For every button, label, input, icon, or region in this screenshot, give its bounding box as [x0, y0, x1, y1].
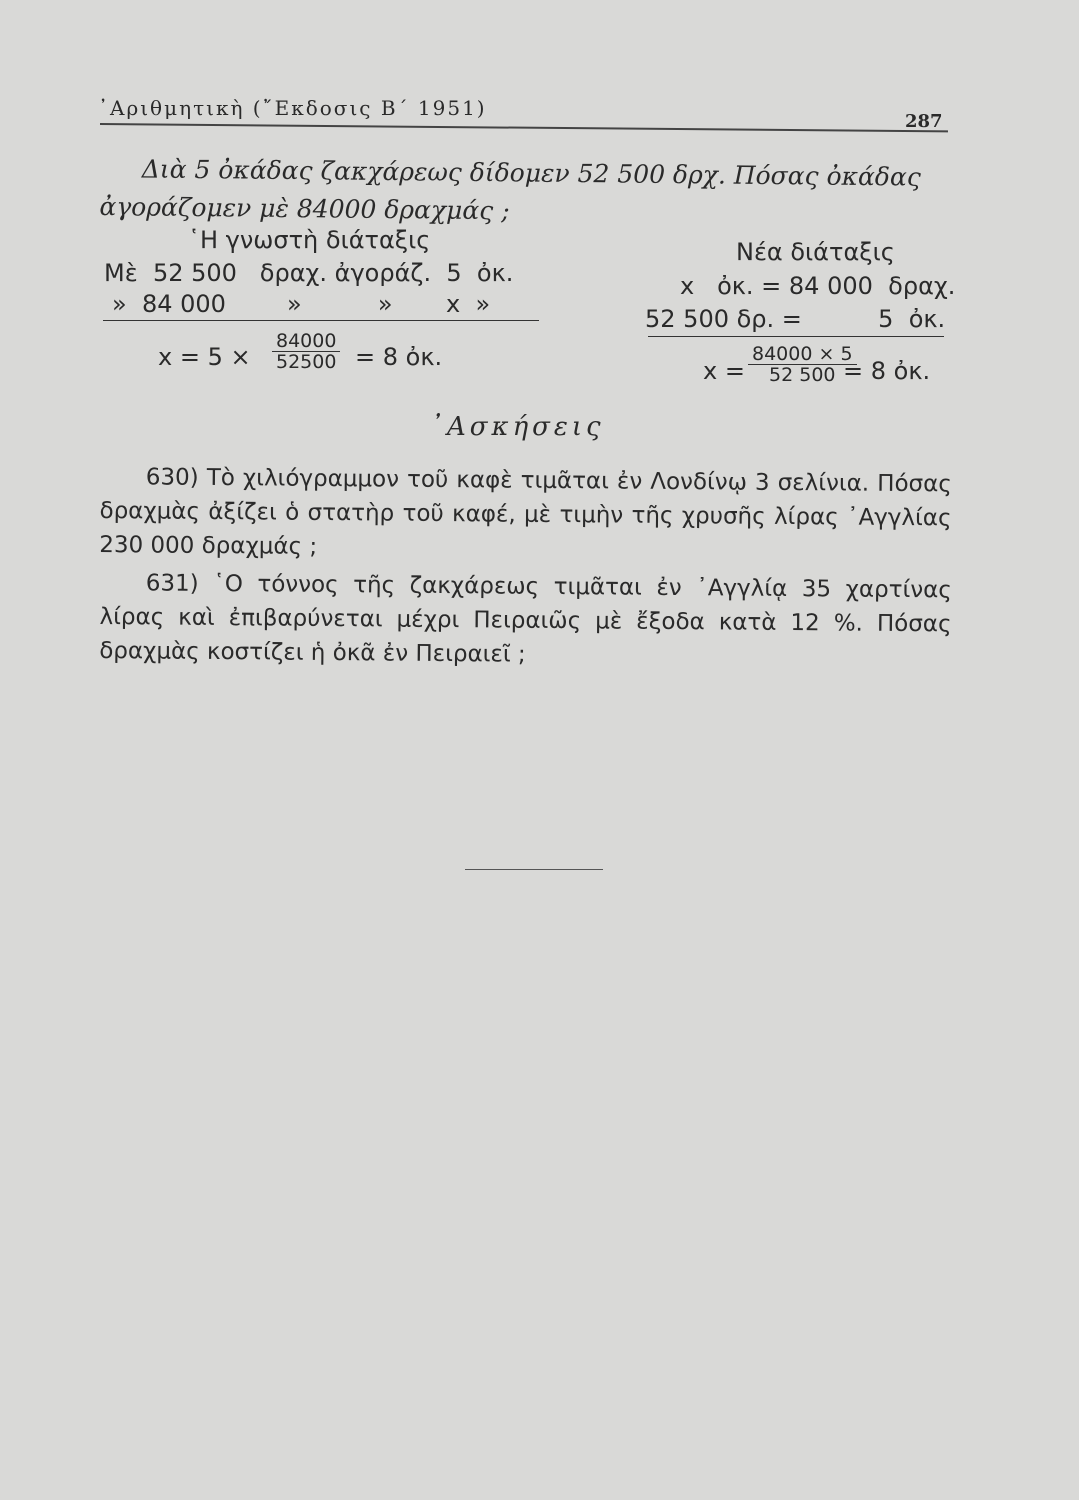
new-arrangement-title: Νέα διάταξις — [736, 238, 895, 266]
new-result-rhs: = 8 ὀκ. — [843, 357, 931, 385]
known-arrangement-title: ῾Η γνωστὴ διάταξις — [188, 226, 431, 254]
new-fraction-denominator: 52 500 — [769, 364, 836, 386]
known-line-2: » 84 000 » » x » — [112, 290, 491, 318]
new-line-1: x ὀκ. = 84 000 δραχ. — [680, 272, 956, 300]
page-number: 287 — [905, 111, 943, 132]
exercise-631: 631) ῾Ο τόννος τῆς ζακχάρεως τιμᾶται ἐν ᾿Αγγλίᾳ 35 χαρτίνας λίρας καὶ ἐπιβαρύνεται μέχρι Πειραιῶς μὲ ἔξοδα κατὰ 12 %. Πόσας δραχμὰς κοστίζει ἡ ὀκᾶ ἐν Πειραιεῖ ; — [99, 570, 952, 668]
exercise-630: 630) Τὸ χιλιόγραμμον τοῦ καφὲ τιμᾶται ἐν Λονδίνῳ 3 σελίνια. Πόσας δραχμὰς ἀξίζει ὁ στατὴρ τοῦ καφέ, μὲ τιμὴν τῆς χρυσῆς λίρας ᾿Αγγλίας 230 000 δραχμάς ; — [99, 464, 952, 560]
header-rule — [100, 123, 948, 132]
new-line-2: 52 500 δρ. = 5 ὀκ. — [645, 305, 946, 333]
end-rule — [465, 869, 603, 870]
problem-statement: Διὰ 5 ὀκάδας ζακχάρεως δίδομεν 52 500 δρχ. Πόσας ὀκάδας ἀγοράζομεν μὲ 84000 δραχμάς ; — [99, 154, 921, 226]
known-result-lhs: x = 5 × — [158, 343, 251, 371]
new-result-lhs: x = — [703, 357, 745, 385]
known-fraction-numerator: 84000 — [272, 331, 340, 352]
known-line-1: Μὲ 52 500 δραχ. ἀγοράζ. 5 ὀκ. — [104, 259, 514, 287]
section-heading: ᾿Ασκήσεις — [430, 412, 605, 442]
new-fraction-numerator: 84000 × 5 — [748, 344, 857, 365]
new-divider — [648, 336, 944, 337]
known-divider — [103, 320, 539, 321]
known-result-rhs: = 8 ὀκ. — [355, 343, 443, 371]
new-fraction — [748, 344, 857, 385]
running-title: ᾿Αριθμητικὴ (῎Εκδοσις Β΄ 1951) — [98, 96, 487, 120]
known-fraction-denominator: 52500 — [276, 351, 337, 373]
known-fraction — [272, 331, 340, 372]
